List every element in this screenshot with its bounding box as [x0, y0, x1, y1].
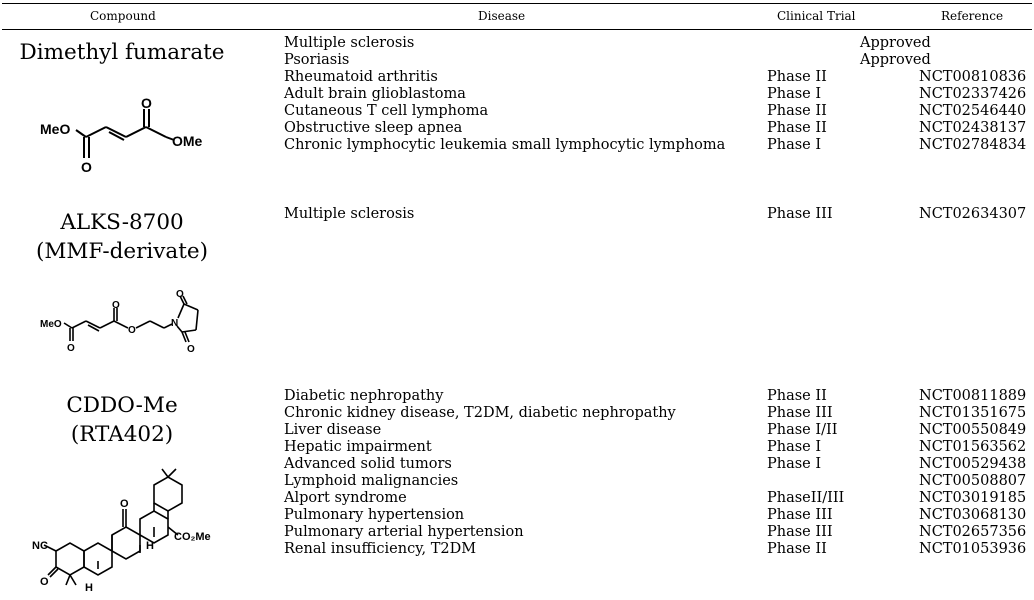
clinical-trial-cell: Phase I	[767, 86, 822, 102]
clinical-trial-cell: Phase II	[767, 103, 827, 119]
clinical-trial-cell: Phase II	[767, 541, 827, 557]
disease-cell: Pulmonary arterial hypertension	[284, 524, 524, 540]
disease-cell: Chronic lymphocytic leukemia small lymphocytic lymphoma	[284, 137, 726, 153]
structure-label: CO₂Me	[174, 531, 211, 543]
disease-cell: Cutaneous T cell lymphoma	[284, 103, 489, 119]
disease-cell: Psoriasis	[284, 52, 350, 68]
reference-cell: NCT01351675	[919, 405, 1027, 421]
reference-cell: NCT00508807	[919, 473, 1027, 489]
structure-label: O	[81, 159, 92, 175]
disease-cell: Advanced solid tumors	[284, 456, 452, 472]
reference-cell: NCT02634307	[919, 206, 1027, 222]
header-disease: Disease	[478, 9, 526, 23]
clinical-trial-cell: Phase I	[767, 456, 822, 472]
reference-cell: NCT02784834	[919, 137, 1027, 153]
structure-label: O	[176, 289, 184, 300]
disease-cell: Lymphoid malignancies	[284, 473, 459, 489]
compound-name-line: ALKS-8700	[60, 210, 184, 235]
reference-cell: NCT01563562	[919, 439, 1027, 455]
clinical-trial-cell: Phase I	[767, 137, 822, 153]
reference-cell: NCT00550849	[919, 422, 1027, 438]
compound-name-2	[2, 208, 242, 266]
disease-cell: Hepatic impairment	[284, 439, 432, 455]
reference-cell: NCT00529438	[919, 456, 1027, 472]
clinical-trial-cell: Phase II	[767, 69, 827, 85]
structure-label: MeO	[40, 319, 62, 330]
reference-cell: NCT00811889	[919, 388, 1027, 404]
structure-label: H	[85, 582, 93, 594]
disease-cell: Alport syndrome	[284, 490, 407, 506]
clinical-trial-cell: Phase II	[767, 120, 827, 136]
structure-label: O	[141, 95, 152, 111]
structure-label: O	[128, 325, 136, 336]
structure-label: O	[112, 300, 120, 311]
clinical-trial-cell: Phase III	[767, 524, 833, 540]
structure-label: O	[187, 344, 195, 355]
clinical-trial-cell: Phase III	[767, 206, 833, 222]
disease-cell: Diabetic nephropathy	[284, 388, 444, 404]
structure-label: O	[40, 576, 49, 588]
clinical-trial-cell: Phase II	[767, 388, 827, 404]
compound-name-line: (MMF-derivate)	[36, 239, 208, 264]
structure-label: O	[67, 343, 75, 354]
clinical-trial-cell: Phase I	[767, 439, 822, 455]
reference-cell: NCT02438137	[919, 120, 1027, 136]
reference-cell: NCT01053936	[919, 541, 1027, 557]
clinical-trial-cell: Phase III	[767, 507, 833, 523]
disease-cell: Rheumatoid arthritis	[284, 69, 438, 85]
structure-label: H	[146, 540, 154, 552]
header-clinical-trial: Clinical Trial	[777, 9, 856, 23]
compound-name-3	[2, 391, 242, 449]
header-bottom-rule	[2, 29, 1032, 30]
header-reference: Reference	[941, 9, 1004, 23]
reference-cell: NCT02657356	[919, 524, 1027, 540]
disease-cell: Obstructive sleep apnea	[284, 120, 463, 136]
reference-cell: NCT02546440	[919, 103, 1027, 119]
reference-cell: Approved	[860, 52, 931, 68]
table-top-rule	[2, 3, 1032, 4]
disease-cell: Multiple sclerosis	[284, 35, 415, 51]
disease-cell: Renal insufficiency, T2DM	[284, 541, 477, 557]
clinical-trial-cell: PhaseII/III	[767, 490, 845, 506]
structure-label: N	[171, 318, 179, 329]
reference-cell: Approved	[860, 35, 931, 51]
dimethyl-fumarate-structure	[36, 92, 216, 177]
cddo-me-structure	[30, 465, 220, 595]
disease-cell: Multiple sclerosis	[284, 206, 415, 222]
structure-label: MeO	[40, 121, 71, 137]
structure-label: OMe	[172, 133, 203, 149]
clinical-trial-cell: Phase III	[767, 405, 833, 421]
compound-name-line: CDDO-Me	[66, 393, 178, 418]
disease-cell: Adult brain glioblastoma	[284, 86, 466, 102]
reference-cell: NCT03068130	[919, 507, 1027, 523]
disease-cell: Liver disease	[284, 422, 382, 438]
reference-cell: NCT00810836	[919, 69, 1027, 85]
reference-cell: NCT03019185	[919, 490, 1027, 506]
disease-cell: Pulmonary hypertension	[284, 507, 465, 523]
compound-name-line: Dimethyl fumarate	[19, 40, 225, 65]
compound-name-line: (RTA402)	[70, 422, 174, 447]
clinical-trial-cell: Phase I/II	[767, 422, 838, 438]
disease-cell: Chronic kidney disease, T2DM, diabetic nephropathy	[284, 405, 676, 421]
header-compound: Compound	[90, 9, 156, 23]
compound-name-1	[2, 38, 242, 67]
structure-label: O	[120, 498, 129, 510]
reference-cell: NCT02337426	[919, 86, 1027, 102]
alks-8700-structure	[38, 288, 218, 358]
structure-label: NC	[32, 540, 48, 552]
